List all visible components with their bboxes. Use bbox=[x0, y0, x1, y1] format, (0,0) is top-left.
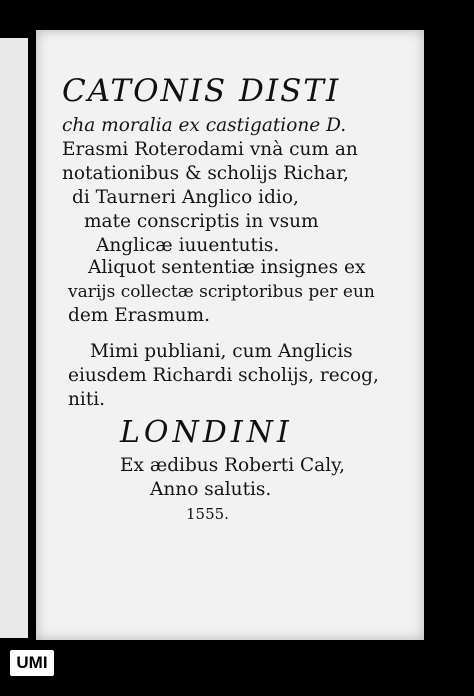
umi-badge: UMI bbox=[10, 650, 54, 676]
title-page bbox=[36, 30, 424, 640]
para1-line-2: varijs collectæ scriptoribus per eun bbox=[68, 282, 375, 302]
title-line-5: di Taurneri Anglico idio, bbox=[72, 187, 299, 208]
title-heading: CATONIS DISTI bbox=[62, 73, 341, 109]
para1-line-3: dem Erasmum. bbox=[68, 305, 210, 326]
facing-page-edge bbox=[0, 38, 28, 638]
para1-line-1: Aliquot sententiæ insignes ex bbox=[88, 257, 366, 278]
paragraph-sententiae bbox=[68, 256, 408, 328]
title-block bbox=[62, 74, 392, 258]
imprint-city: LONDINI bbox=[120, 415, 293, 450]
para2-line-1: Mimi publiani, cum Anglicis bbox=[90, 341, 353, 362]
title-line-7: Anglicæ iuuentutis. bbox=[96, 235, 280, 256]
paragraph-mimi bbox=[68, 340, 408, 412]
title-line-2: cha moralia ex castigatione D. bbox=[62, 115, 347, 136]
imprint-year-label: Anno salutis. bbox=[150, 479, 272, 500]
imprint-year: 1555. bbox=[186, 505, 229, 523]
para2-line-2: eiusdem Richardi scholijs, recog, bbox=[68, 365, 379, 386]
title-line-3: Erasmi Roterodami vnà cum an bbox=[62, 139, 358, 160]
title-line-6: mate conscriptis in vsum bbox=[84, 211, 319, 232]
para2-line-3: niti. bbox=[68, 389, 106, 410]
imprint-printer: Ex ædibus Roberti Caly, bbox=[120, 455, 346, 476]
imprint bbox=[120, 416, 380, 526]
title-line-4: notationibus & scholijs Richar, bbox=[62, 163, 350, 184]
